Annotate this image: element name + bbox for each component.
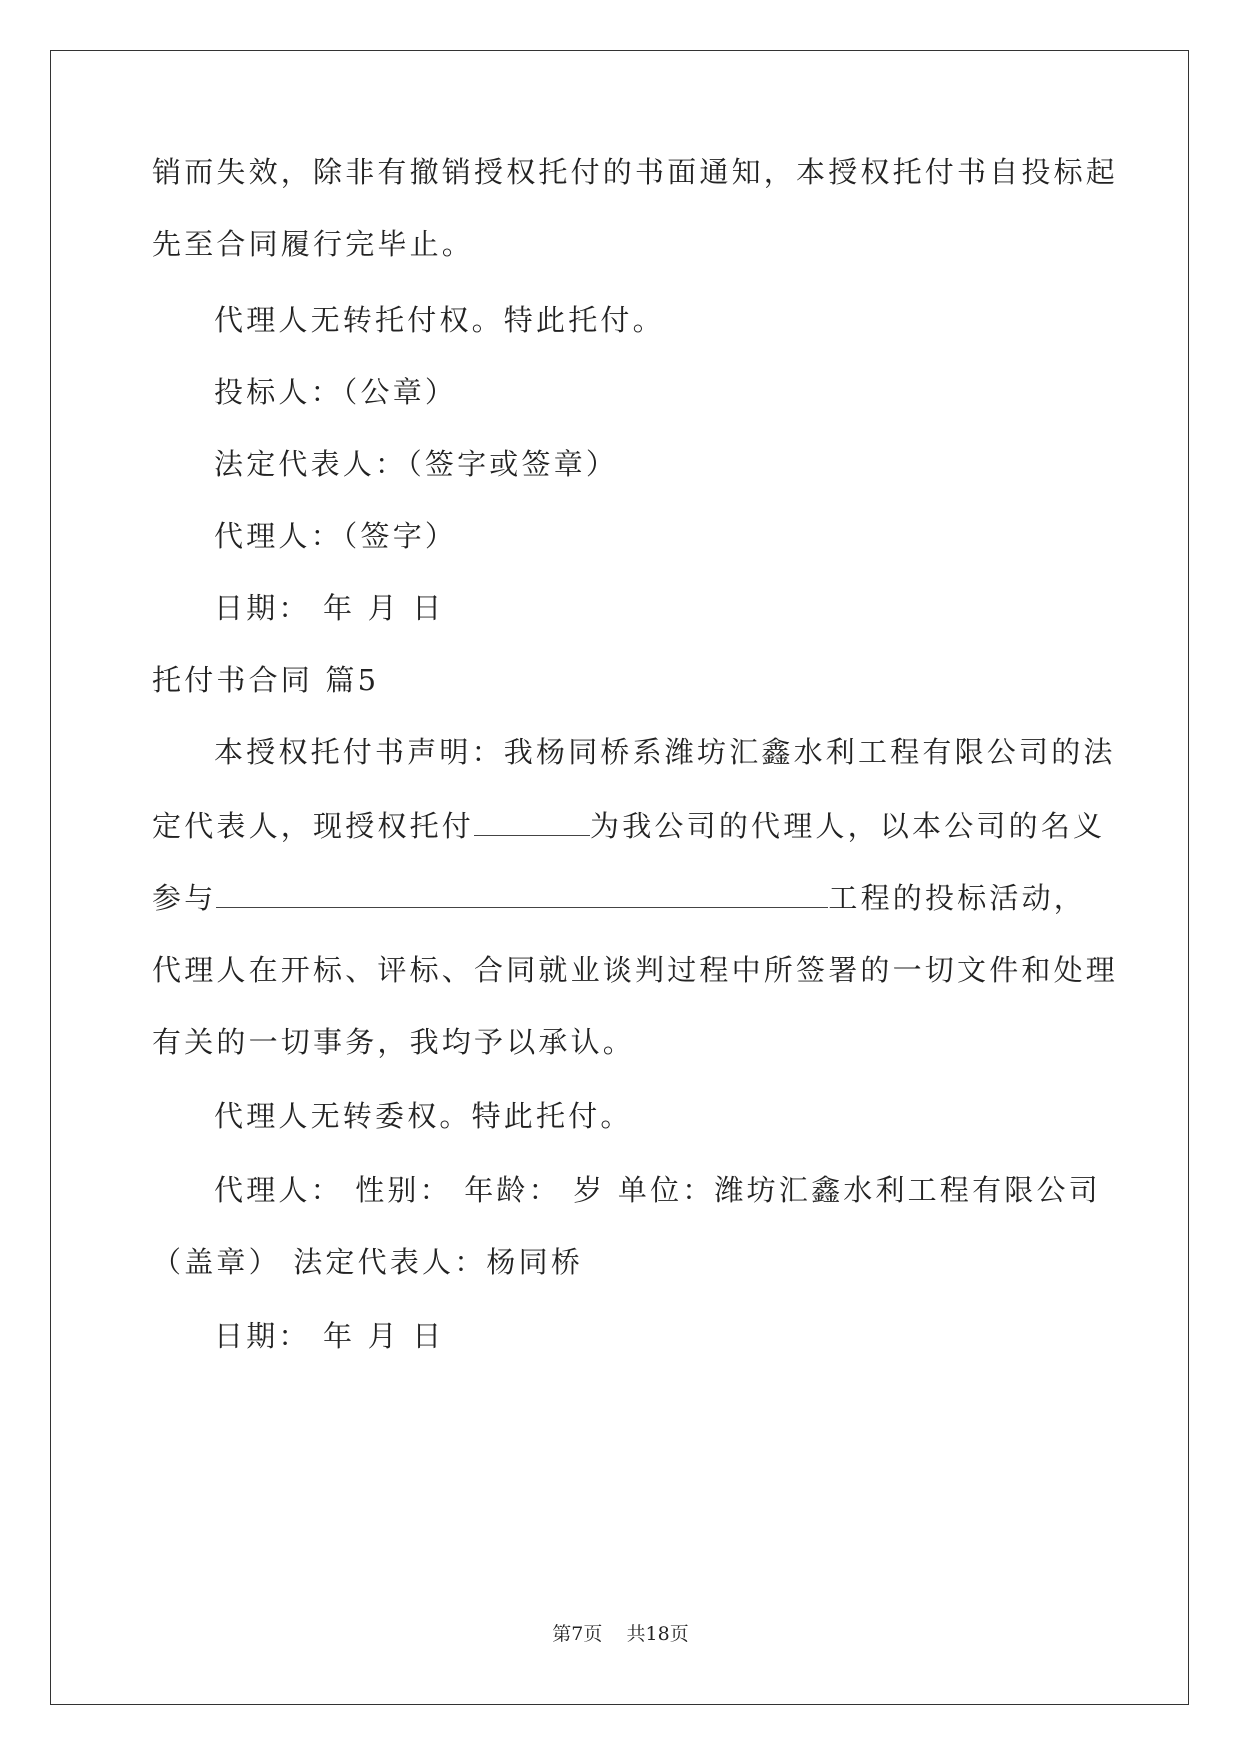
signature-field-legal-rep: 法定代表人：（签字或签章） <box>214 447 619 481</box>
body-line: 代理人在开标、评标、合同就业谈判过程中所签署的一切文件和处理 <box>152 953 1119 987</box>
body-line: 销而失效，除非有撤销授权托付的书面通知，本授权托付书自投标起 <box>152 155 1119 189</box>
body-line <box>152 878 1086 918</box>
body-line: 有关的一切事务，我均予以承认。 <box>152 1025 636 1059</box>
body-line: 代理人无转委权。特此托付。 <box>214 1099 633 1133</box>
signature-field-bidder: 投标人：（公章） <box>214 375 458 409</box>
text-segment: 定代表人，现授权托付 <box>152 809 475 843</box>
body-line: 本授权托付书声明：我杨同桥系潍坊汇鑫水利工程有限公司的法 <box>214 735 1116 769</box>
text-segment: 为我公司的代理人，以本公司的名义 <box>590 809 1106 843</box>
date-field: 日期： 年 月 日 <box>214 1319 445 1353</box>
blank-underline <box>474 813 590 836</box>
page-footer <box>0 1621 1241 1647</box>
page-number: 第7页 <box>552 1623 603 1645</box>
text-segment: 参与 <box>152 881 217 915</box>
agent-info-line: 代理人： 性别： 年龄： 岁 单位：潍坊汇鑫水利工程有限公司 <box>214 1173 1101 1207</box>
blank-underline <box>216 885 828 908</box>
body-line: 先至合同履行完毕止。 <box>152 227 475 261</box>
text-segment: 工程的投标活动， <box>828 881 1087 915</box>
signature-field-agent: 代理人：（签字） <box>214 519 458 553</box>
section-heading: 托付书合同 篇5 <box>152 663 380 697</box>
body-line: 代理人无转托付权。特此托付。 <box>214 303 665 337</box>
date-field: 日期： 年 月 日 <box>214 591 445 625</box>
seal-line: （盖章） 法定代表人：杨同桥 <box>152 1245 584 1279</box>
body-line <box>152 806 1105 846</box>
total-pages: 共18页 <box>626 1623 689 1645</box>
